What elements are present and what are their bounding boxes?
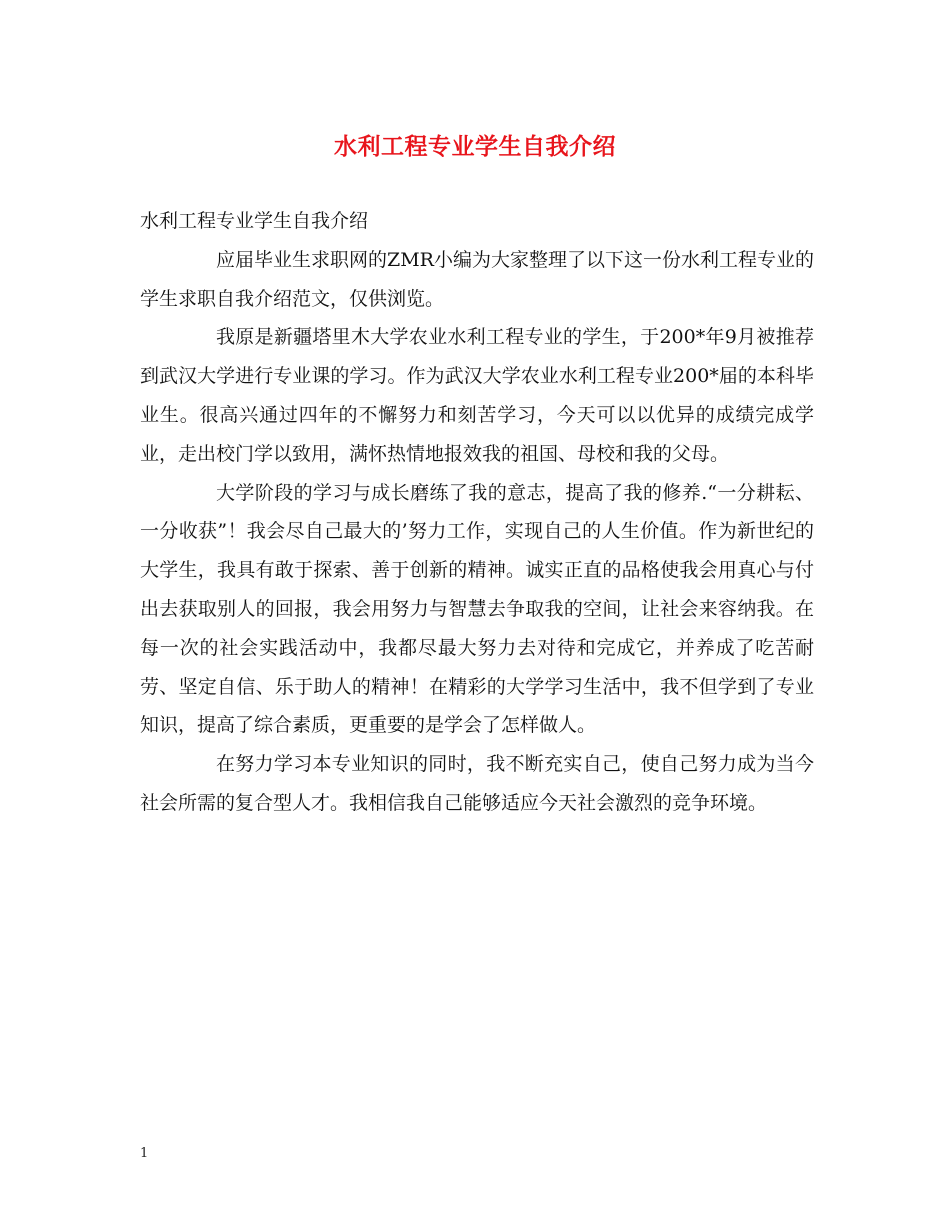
paragraph-university-growth: 大学阶段的学习与成长磨练了我的意志，提高了我的修养.“一分耕耘、一分收获”！我会尽自己最大的’努力工作，实现自己的人生价值。作为新世纪的大学生，我具有敢于探索、善于创新的精神。诚实正直的品格使我会用真心与付出去获取别人的回报，我会用努力与智慧去争取我的空间，让社会来容纳我。在每一次的社会实践活动中，我都尽最大努力去对待和完成它，并养成了吃苦耐劳、坚定自信、乐于助人的精神！在精彩的大学学习生活中，我不但学到了专业知识，提高了综合素质，更重要的是学会了怎样做人。	[140, 481, 814, 737]
document-body	[140, 202, 814, 823]
paragraph-intro: 应届毕业生求职网的ZMR小编为大家整理了以下这一份水利工程专业的学生求职自我介绍范文，仅供浏览。	[140, 248, 814, 310]
page-number: 1	[140, 1146, 149, 1161]
document-title: 水利工程专业学生自我介绍	[334, 133, 616, 160]
paragraph-conclusion: 在努力学习本专业知识的同时，我不断充实自己，使自己努力成为当今社会所需的复合型人才。我相信我自己能够适应今天社会激烈的竞争环境。	[140, 753, 814, 814]
document-subtitle: 水利工程专业学生自我介绍	[140, 210, 369, 232]
paragraph-background: 我原是新疆塔里木大学农业水利工程专业的学生，于200*年9月被推荐到武汉大学进行专业课的学习。作为武汉大学农业水利工程专业200*届的本科毕业生。很高兴通过四年的不懈努力和刻苦学习，今天可以以优异的成绩完成学业，走出校门学以致用，满怀热情地报效我的祖国、母校和我的父母。	[140, 326, 814, 465]
